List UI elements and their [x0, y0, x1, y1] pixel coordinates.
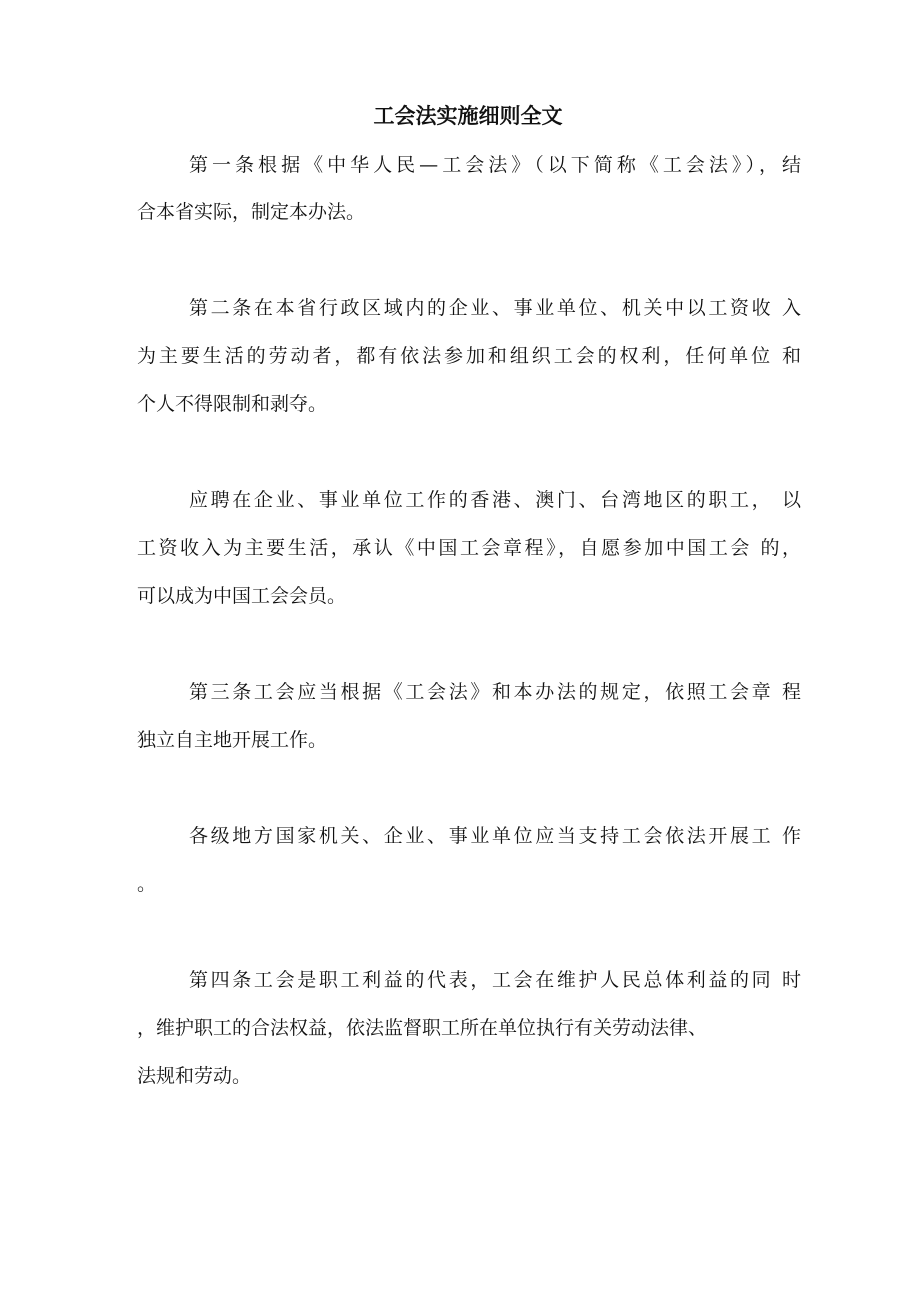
paragraph-line: 第一条根据《中华人民—工会法》（以下简称《工会法》），结	[189, 154, 801, 176]
paragraph-line: 第二条在本省行政区域内的企业、事业单位、机关中以工资收 入	[189, 297, 801, 319]
paragraph-line: 个人不得限制和剥夺。	[137, 393, 328, 415]
document-title: 工会法实施细则全文	[373, 103, 563, 128]
paragraph-line: 可以成为中国工会会员。	[137, 585, 347, 607]
paragraph-line: 。	[137, 873, 157, 895]
paragraph-line: 第四条工会是职工利益的代表，工会在维护人民总体利益的同 时	[189, 969, 801, 991]
paragraph-line: 各级地方国家机关、企业、事业单位应当支持工会依法开展工 作	[189, 825, 801, 847]
paragraph-line: ，维护职工的合法权益，依法监督职工所在单位执行有关劳动法律、	[137, 1017, 708, 1039]
paragraph-line: 独立自主地开展工作。	[137, 729, 328, 751]
paragraph-line: 应聘在企业、事业单位工作的香港、澳门、台湾地区的职工， 以	[189, 489, 801, 511]
paragraph-line: 为主要生活的劳动者，都有依法参加和组织工会的权利，任何单位 和	[137, 345, 801, 367]
paragraph-line: 第三条工会应当根据《工会法》和本办法的规定，依照工会章 程	[189, 681, 801, 703]
paragraph-line: 工资收入为主要生活，承认《中国工会章程》，自愿参加中国工会 的，	[137, 537, 801, 559]
paragraph-line: 法规和劳动。	[137, 1065, 252, 1087]
paragraph-line: 合本省实际，制定本办法。	[137, 201, 366, 223]
